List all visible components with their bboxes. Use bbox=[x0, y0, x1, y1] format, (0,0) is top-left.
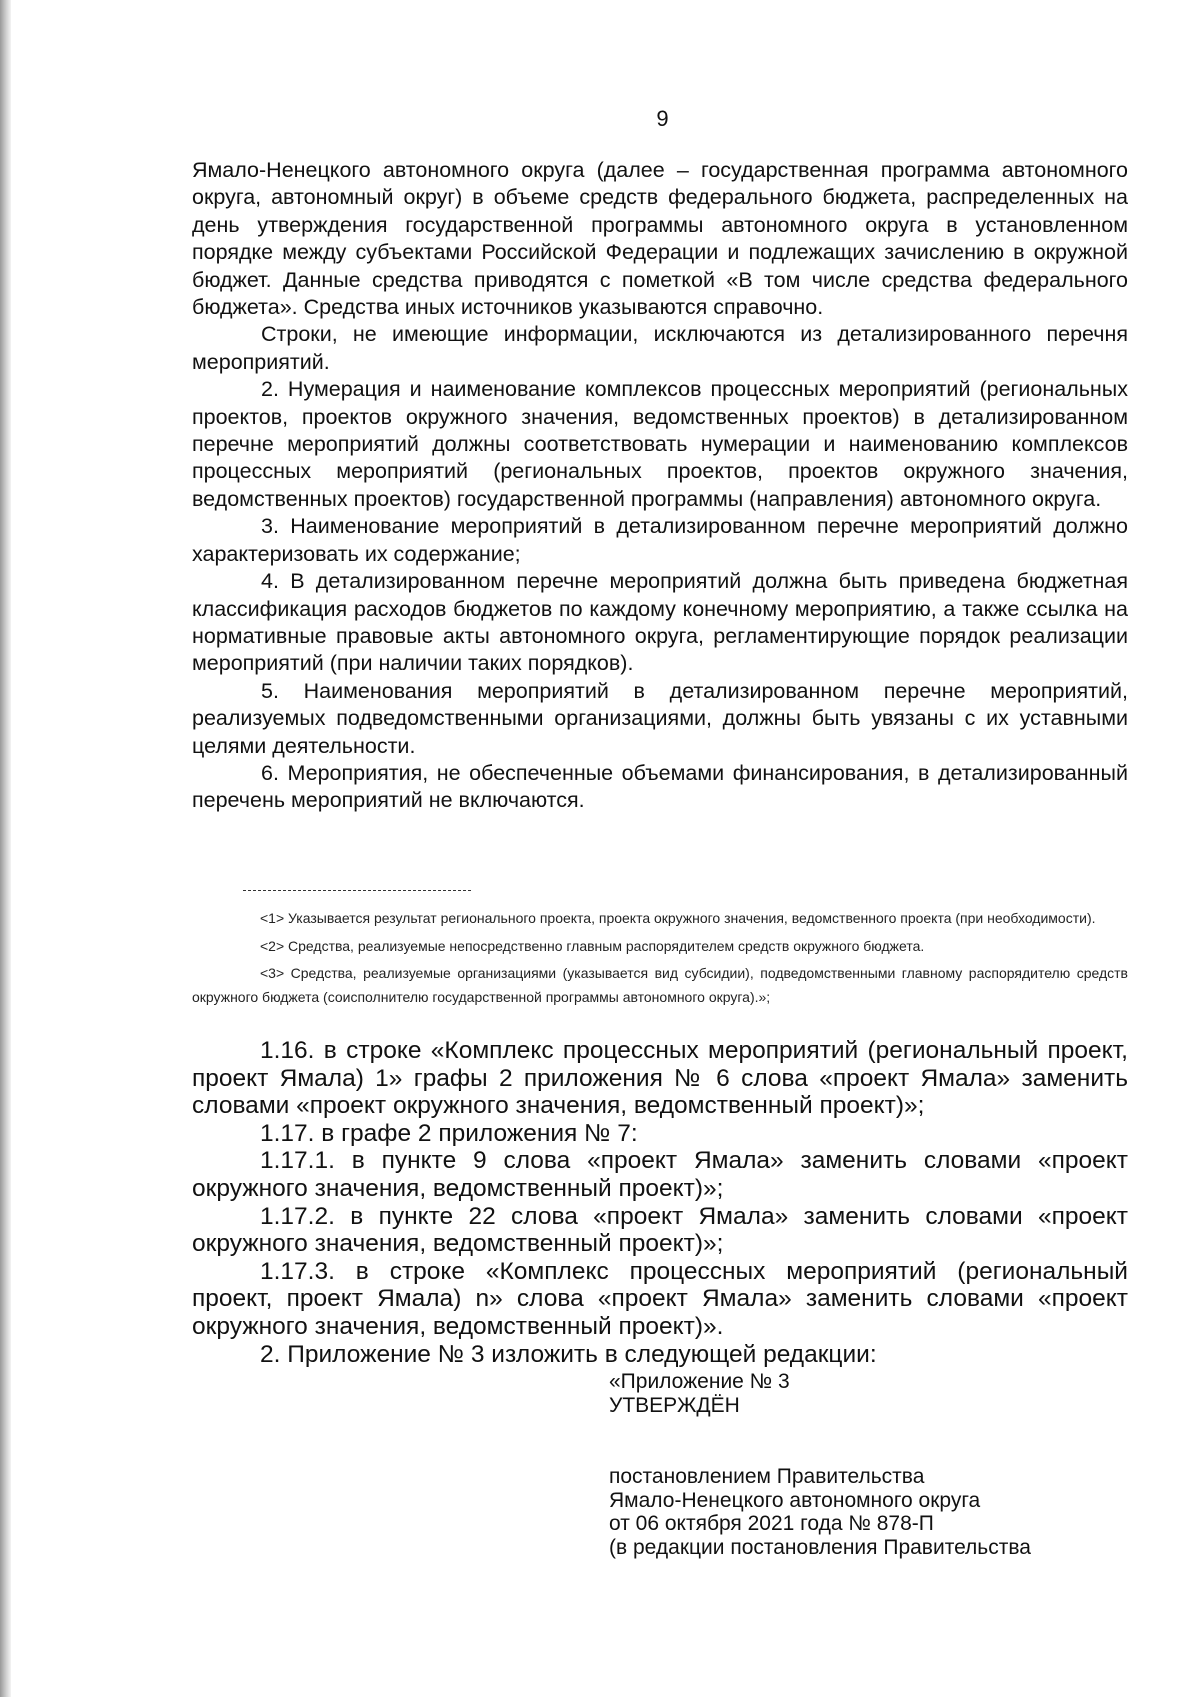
main-text bbox=[192, 157, 1128, 815]
amendment-item: 1.17. в графе 2 приложения № 7: bbox=[260, 1119, 638, 1147]
paragraph: 3. Наименование мероприятий в детализированном перечне мероприятий должно характеризовать их содержание; bbox=[192, 514, 1128, 566]
amendment-item: 1.17.2. в пункте 22 слова «проект Ямала» заменить словами «проект окружного значения, ведомственный проект)»; bbox=[192, 1202, 1128, 1258]
amendment-item: 1.17.3. в строке «Комплекс процессных мероприятий (региональный проект, проект Ямала) n» слова «проект Ямала» заменить словами «проект окружного значения, ведомственный проект)». bbox=[192, 1257, 1128, 1340]
footnote: <1> Указывается результат регионального проекта, проекта окружного значения, ведомственного проекта (при необходимости). bbox=[260, 910, 1096, 926]
footnote: <2> Средства, реализуемые непосредственно главным распорядителем средств окружного бюджета. bbox=[260, 937, 925, 954]
page-number: 9 bbox=[656, 106, 669, 131]
amendment-item: 1.16. в строке «Комплекс процессных мероприятий (региональный проект, проект Ямала) 1» графы 2 приложения № 6 слова «проект Ямала» заменить словами «проект окружного значения, ведомственный проект)»; bbox=[192, 1037, 1128, 1120]
appendix-label: «Приложение № 3 bbox=[609, 1370, 790, 1393]
footnote: <3> Средства, реализуемые организациями (указывается вид субсидии), подведомственными главному распорядителю средств окружного бюджета (соисполнителю государственной программы автономного округа).»; bbox=[192, 965, 1128, 1005]
paragraph: 2. Нумерация и наименование комплексов процессных мероприятий (региональных проектов, проектов окружного значения, ведомственных проектов) в детализированном перечне мероприятий должны соответствовать нумерации и наименованию комплексов процессных мероприятий (региональных проектов, проектов окружного значения, ведомственных проектов) государственной программы (направления) автономного округа. bbox=[192, 377, 1128, 511]
amendment-item: 1.17.1. в пункте 9 слова «проект Ямала» заменить словами «проект окружного значения, ведомственный проект)»; bbox=[192, 1147, 1128, 1202]
paragraph: Строки, не имеющие информации, исключаются из детализированного перечня мероприятий. bbox=[192, 322, 1128, 374]
scan-edge-shadow bbox=[0, 0, 11, 1697]
paragraph: Ямало-Ненецкого автономного округа (далее – государственная программа автономного округа, автономный округ) в объеме средств федерального бюджета, распределенных на день утверждения государственной программы автономного округа в установленном порядке между субъектами Российской Федерации и подлежащих зачислению в окружной бюджет. Данные средства приводятся с пометкой «В том числе средства федерального бюджета». Средства иных источников указываются справочно. bbox=[192, 158, 1128, 320]
paragraph: 4. В детализированном перечне мероприятий должна быть приведена бюджетная классификация расходов бюджетов по каждому конечному мероприятию, а также ссылка на нормативные правовые акты автономного округа, регламентирующие порядок реализации мероприятий (при наличии таких порядков). bbox=[192, 569, 1128, 676]
approval-line: (в редакции постановления Правительства bbox=[609, 1535, 1031, 1559]
amendment-item: 2. Приложение № 3 изложить в следующей редакции: bbox=[260, 1340, 877, 1368]
approval-line: Ямало-Ненецкого автономного округа bbox=[609, 1488, 981, 1512]
footnotes bbox=[192, 907, 1128, 1013]
amendments bbox=[192, 1037, 1128, 1368]
approval-block bbox=[609, 1370, 1031, 1560]
paragraph: 5. Наименования мероприятий в детализированном перечне мероприятий, реализуемых подведомственными организациями, должны быть увязаны с их уставными целями деятельности. bbox=[192, 678, 1128, 758]
footnote-separator bbox=[243, 890, 471, 891]
paragraph: 6. Мероприятия, не обеспеченные объемами финансирования, в детализированный перечень мероприятий не включаются. bbox=[192, 760, 1128, 813]
approval-line: постановлением Правительства bbox=[609, 1465, 925, 1489]
approved-label: УТВЕРЖДЁН bbox=[609, 1393, 740, 1417]
approval-line: от 06 октября 2021 года № 878-П bbox=[609, 1512, 934, 1536]
